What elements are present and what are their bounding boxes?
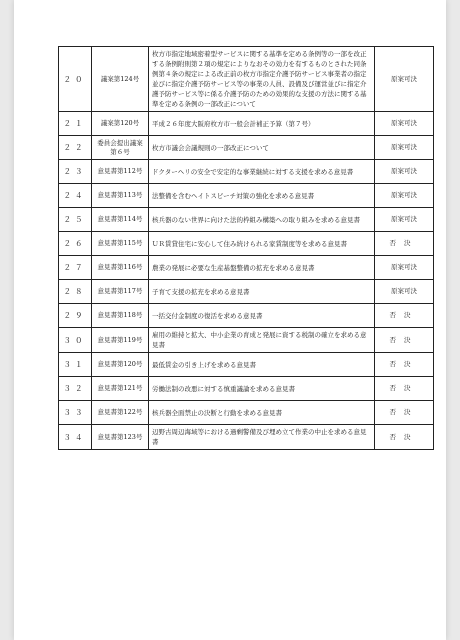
result-cell: 否決: [375, 425, 434, 450]
table-row: [59, 160, 434, 184]
item-number-cell: ３４: [59, 425, 92, 450]
item-number-cell: ２０: [59, 47, 92, 112]
title-cell: 核兵器全面禁止の決断と行動を求める意見書: [149, 401, 375, 425]
title-cell: ＵＲ賃貸住宅に安心して住み続けられる家賃制度等を求める意見書: [149, 232, 375, 256]
item-number-cell: ２１: [59, 112, 92, 136]
reference-cell: 議案第124号: [92, 47, 149, 112]
title-cell: 平成２６年度大阪府枚方市一般会計補正予算（第７号）: [149, 112, 375, 136]
title-cell: 枚方市指定地域密着型サービスに関する基準を定める条例等の一部を改正する条例附則第２項の規定によりなおその効力を有するものとされた同条例第４条の規定による改正前の枚方市指定介護予防サービス事業者の指定並びに指定介護予防サービス等の事業の人員、設備及び運営並びに指定介護予防サービス等に係る介護予防のための効果的な支援の方法に関する基準を定める条例の一部改正について: [149, 47, 375, 112]
item-number-cell: ２８: [59, 280, 92, 304]
table-row: [59, 184, 434, 208]
reference-cell: 意見書第119号: [92, 328, 149, 353]
result-cell: 否決: [375, 377, 434, 401]
result-cell: 否決: [375, 232, 434, 256]
title-cell: 子育て支援の拡充を求める意見書: [149, 280, 375, 304]
reference-cell: 意見書第117号: [92, 280, 149, 304]
agenda-table: [58, 46, 434, 450]
result-cell: 否決: [375, 328, 434, 353]
title-cell: 労働法制の改悪に対する慎重議論を求める意見書: [149, 377, 375, 401]
item-number-cell: ２２: [59, 136, 92, 160]
result-cell: 原案可決: [375, 280, 434, 304]
title-cell: 法整備を含むヘイトスピーチ対策の強化を求める意見書: [149, 184, 375, 208]
table-row: [59, 256, 434, 280]
reference-cell: 意見書第112号: [92, 160, 149, 184]
item-number-cell: ２３: [59, 160, 92, 184]
title-cell: ドクターヘリの安全で安定的な事業継続に対する支援を求める意見書: [149, 160, 375, 184]
result-cell: 否決: [375, 353, 434, 377]
reference-cell: 委員会提出議案第６号: [92, 136, 149, 160]
reference-cell: 意見書第123号: [92, 425, 149, 450]
table-row: [59, 208, 434, 232]
document-page: [14, 0, 446, 640]
item-number-cell: ２９: [59, 304, 92, 328]
result-cell: 原案可決: [375, 256, 434, 280]
reference-cell: 意見書第118号: [92, 304, 149, 328]
result-cell: 原案可決: [375, 47, 434, 112]
item-number-cell: ３０: [59, 328, 92, 353]
table-row: [59, 425, 434, 450]
result-cell: 原案可決: [375, 112, 434, 136]
table-row: [59, 328, 434, 353]
reference-cell: 意見書第120号: [92, 353, 149, 377]
result-cell: 原案可決: [375, 184, 434, 208]
table-row: [59, 304, 434, 328]
title-cell: 一括交付金制度の復活を求める意見書: [149, 304, 375, 328]
title-cell: 辺野古周辺海域等における過剰警備及び埋め立て作業の中止を求める意見書: [149, 425, 375, 450]
result-cell: 否決: [375, 401, 434, 425]
item-number-cell: ２４: [59, 184, 92, 208]
reference-cell: 意見書第122号: [92, 401, 149, 425]
table-row: [59, 232, 434, 256]
item-number-cell: ３１: [59, 353, 92, 377]
result-cell: 原案可決: [375, 160, 434, 184]
item-number-cell: ３３: [59, 401, 92, 425]
result-cell: 否決: [375, 304, 434, 328]
reference-cell: 意見書第121号: [92, 377, 149, 401]
table-row: [59, 377, 434, 401]
agenda-table-body: [59, 47, 434, 450]
table-row: [59, 280, 434, 304]
title-cell: 最低賃金の引き上げを求める意見書: [149, 353, 375, 377]
reference-cell: 意見書第113号: [92, 184, 149, 208]
title-cell: 枚方市議会会議規則の一部改正について: [149, 136, 375, 160]
item-number-cell: ２６: [59, 232, 92, 256]
item-number-cell: ２７: [59, 256, 92, 280]
table-row: [59, 353, 434, 377]
table-row: [59, 47, 434, 112]
title-cell: 農業の発展に必要な生産基盤整備の拡充を求める意見書: [149, 256, 375, 280]
table-row: [59, 136, 434, 160]
item-number-cell: ２５: [59, 208, 92, 232]
title-cell: 核兵器のない世界に向けた法的枠組み構築への取り組みを求める意見書: [149, 208, 375, 232]
item-number-cell: ３２: [59, 377, 92, 401]
result-cell: 原案可決: [375, 136, 434, 160]
reference-cell: 意見書第114号: [92, 208, 149, 232]
reference-cell: 意見書第115号: [92, 232, 149, 256]
reference-cell: 意見書第116号: [92, 256, 149, 280]
title-cell: 雇用の維持と拡大、中小企業の育成と発展に資する税制の確立を求める意見書: [149, 328, 375, 353]
table-row: [59, 401, 434, 425]
reference-cell: 議案第120号: [92, 112, 149, 136]
result-cell: 原案可決: [375, 208, 434, 232]
table-row: [59, 112, 434, 136]
